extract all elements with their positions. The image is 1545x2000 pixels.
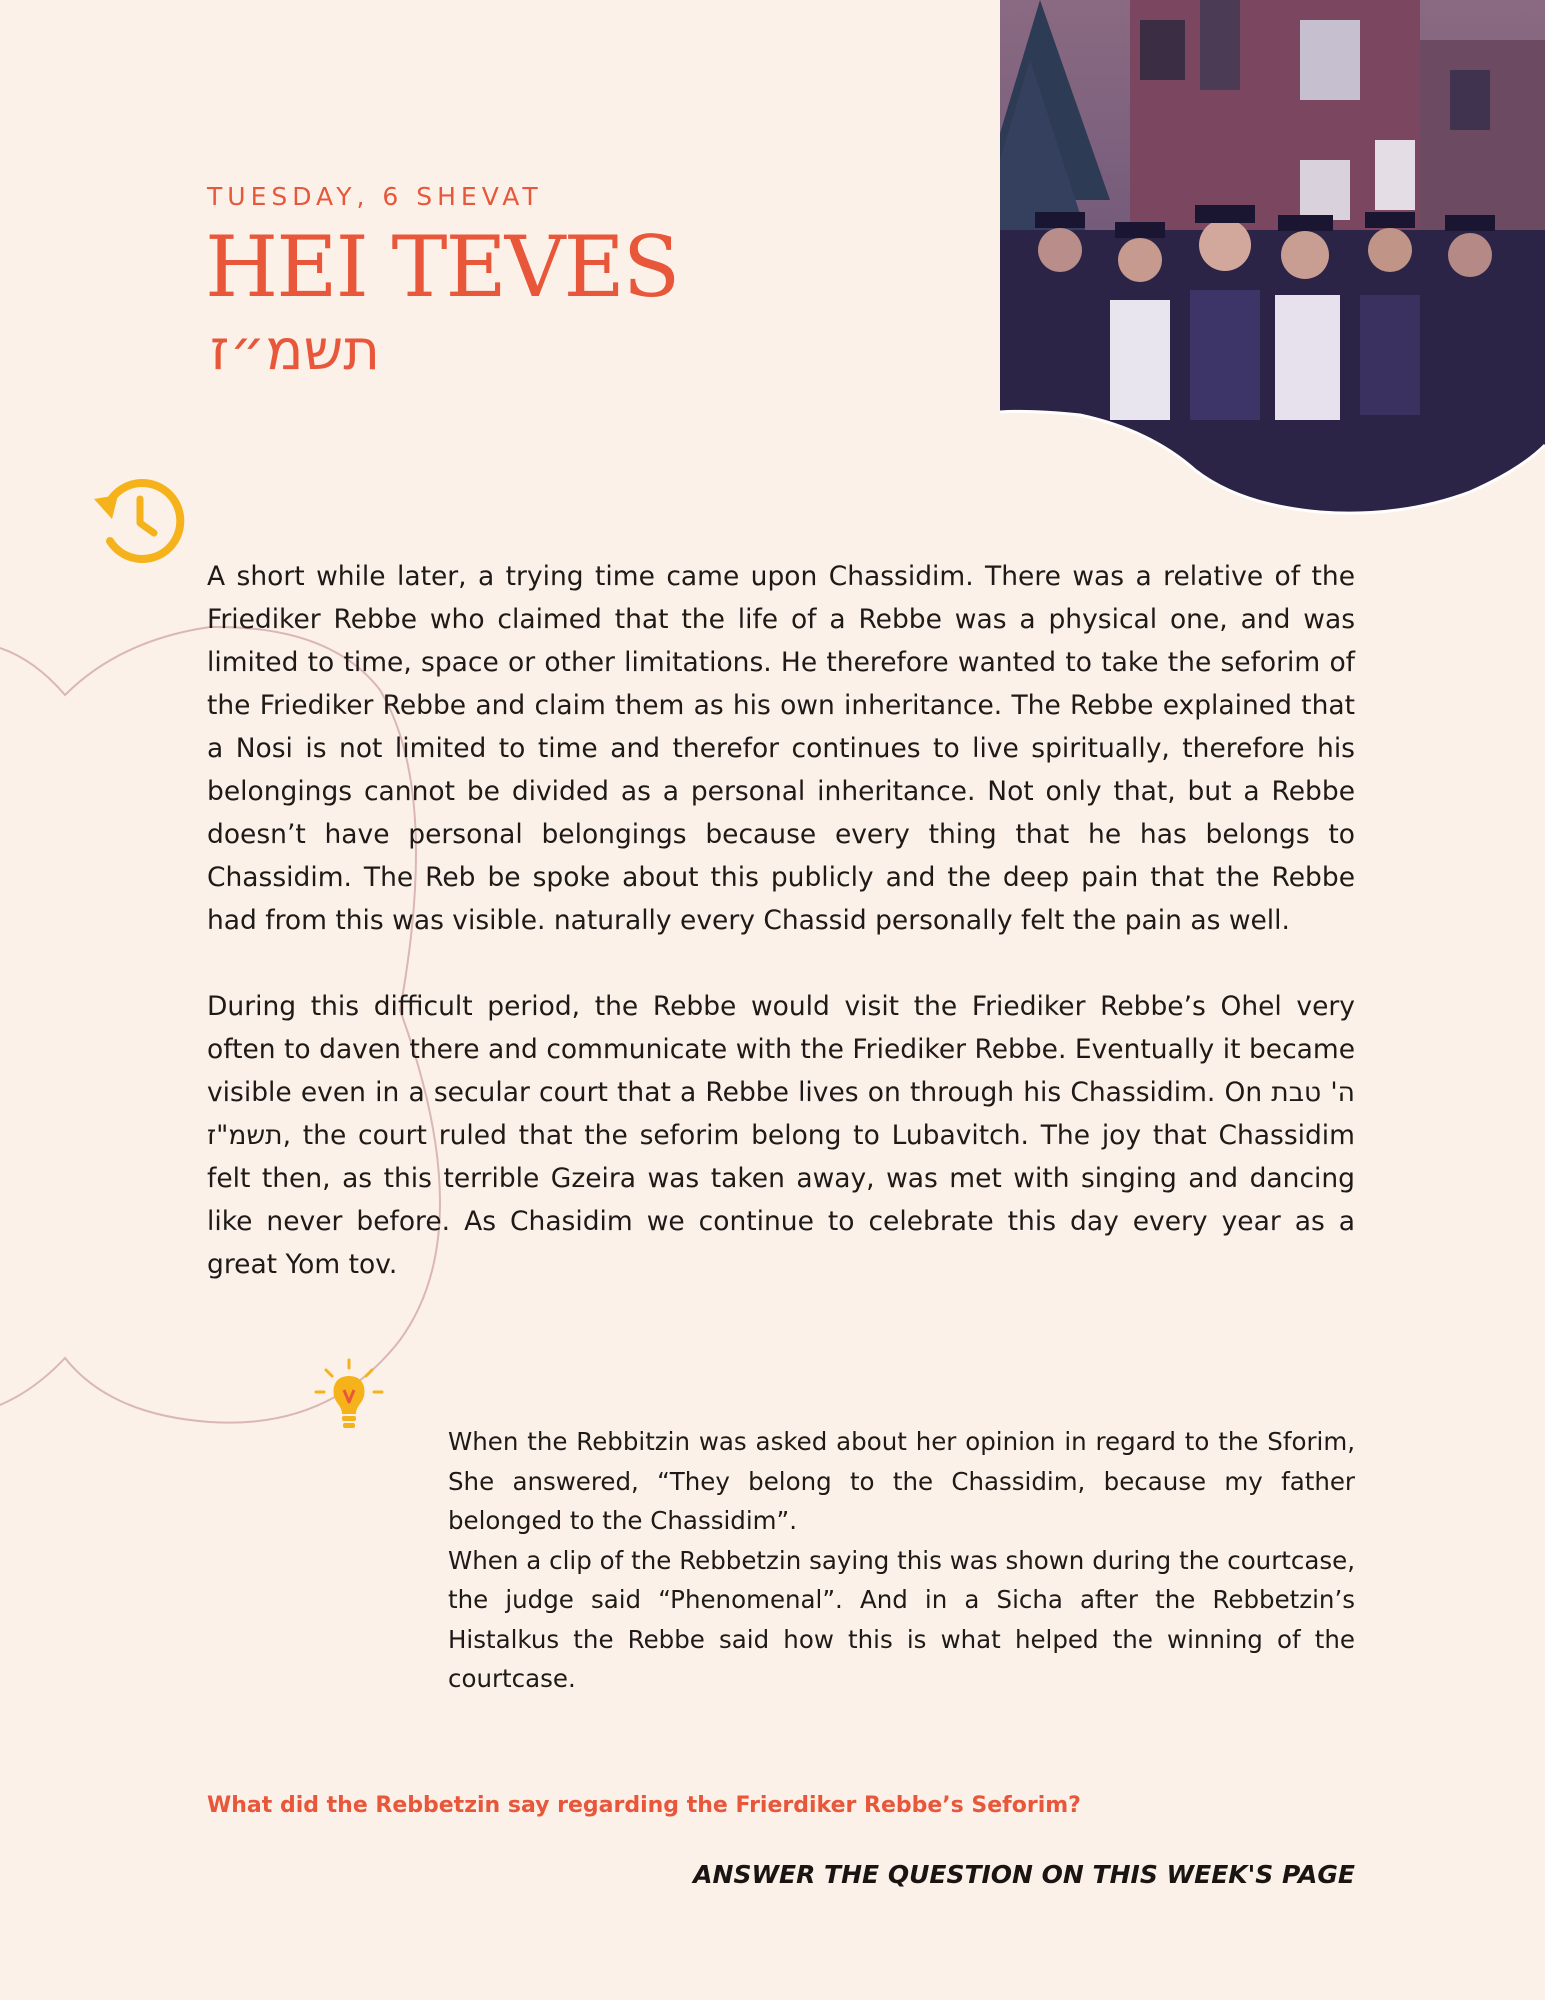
hebrew-year: תשמ״ז	[210, 318, 380, 383]
body-paragraph-2: During this difficult period, the Rebbe would visit the Friediker Rebbe’s Ohel very often to daven there and communicate with the Friediker Rebbe. Eventually it became visible even in a secular court that a Rebbe lives on through his Chassidim. On ה' טבת תשמ"ז, the court ruled that the seforim belong to Lubavitch. The joy that Chassidim felt then, as this terrible Gzeira was taken away, was met with singing and dancing like never before. As Chasidim we continue to celebrate this day every year as a great Yom tov.	[207, 991, 1355, 1280]
page-title: HEI TEVES	[205, 218, 679, 316]
lightbulb-icon	[312, 1356, 387, 1436]
history-clock-icon	[88, 475, 188, 565]
question-prompt: What did the Rebbetzin say regarding the Frierdiker Rebbe’s Seforim?	[207, 1793, 1081, 1818]
date-line: TUESDAY, 6 SHEVAT	[207, 182, 543, 211]
event-photo	[1000, 0, 1545, 520]
rebbetzin-quote	[448, 1422, 1355, 1699]
quote-paragraph-1: When the Rebbitzin was asked about her opinion in regard to the Sforim, She answered, “They belong to the Chassidim, because my father belonged to the Chassidim”.	[448, 1427, 1355, 1535]
quote-paragraph-2: When a clip of the Rebbetzin saying this was shown during the courtcase, the judge said “Phenomenal”. And in a Sicha after the Rebbetzin’s Histalkus the Rebbe said how this is what helped the winning of the courtcase.	[448, 1545, 1355, 1693]
main-body	[207, 555, 1355, 1329]
body-paragraph-1: A short while later, a trying time came upon Chassidim. There was a relative of the Friediker Rebbe who claimed that the life of a Rebbe was a physical one, and was limited to time, space or other limitations. He therefore wanted to take the seforim of the Friediker Rebbe and claim them as his own inheritance. The Rebbe explained that a Nosi is not limited to time and therefor continues to live spiritually, therefore his belongings cannot be divided as a personal inheritance. Not only that, but a Rebbe doesn’t have personal belongings because every thing that he has belongs to Chassidim. The Reb be spoke about this publicly and the deep pain that the Rebbe had from this was visible. naturally every Chassid personally felt the pain as well.	[207, 561, 1355, 936]
answer-instruction: ANSWER THE QUESTION ON THIS WEEK'S PAGE	[693, 1860, 1355, 1889]
